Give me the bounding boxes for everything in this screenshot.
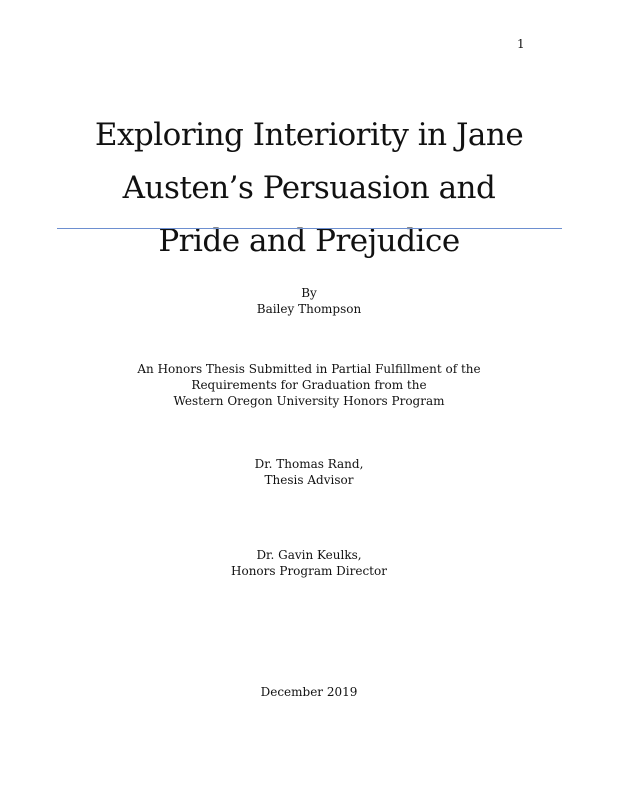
page-number: 1 [517,37,525,51]
document-title [40,109,578,268]
thesis-statement-line: Western Oregon University Honors Program [173,394,445,408]
title-line: Exploring Interiority in Jane [94,116,524,153]
byline [0,285,618,317]
by-label: By [301,286,317,300]
director-role: Honors Program Director [231,564,387,578]
submission-date [0,684,618,700]
thesis-statement [0,361,618,409]
date-text: December 2019 [260,685,358,699]
author-name: Bailey Thompson [256,302,362,316]
advisor-name: Dr. Thomas Rand, [254,457,364,471]
title-divider [57,228,562,229]
director-name: Dr. Gavin Keulks, [256,548,362,562]
thesis-statement-line: An Honors Thesis Submitted in Partial Fulfillment of the [137,362,481,376]
program-director [0,547,618,579]
thesis-statement-line: Requirements for Graduation from the [191,378,427,392]
thesis-advisor [0,456,618,488]
advisor-role: Thesis Advisor [264,473,354,487]
title-line: Austen’s Persuasion and [122,169,496,206]
title-line: Pride and Prejudice [158,222,460,259]
